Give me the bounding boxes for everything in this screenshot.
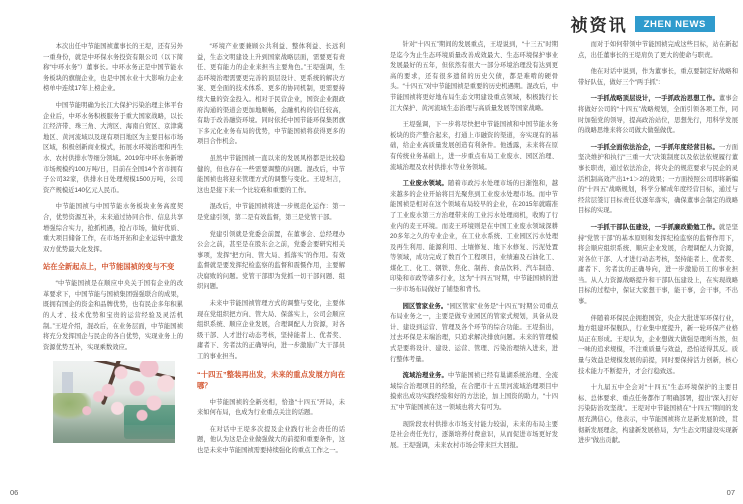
- paragraph-lead: 园区管家业务。: [402, 302, 448, 310]
- body-paragraph: 中节能国祯与中国节能水务板块业务高度契合，优势资源互补，未来通过协同合作、信息共享增强综合实力，抢抓机遇，抢占市场，做好优质、重大项目储备工作，在市场开拓和企业运转中激发双方优势最大化发挥。: [43, 203, 183, 253]
- body-paragraph: 流域治理业务。中节能国祯已经有巢湖系统治理、全流域综合治理项目的经验，在合肥市十五里河流域治理项目中摸索出成功实践经验和好的方法论，加上国资的助力，“十四五”中节能国祯在这一领域也将大有可为。: [390, 372, 558, 411]
- body-paragraph: 现阶段农村供排水市场支付能力较弱，未来的布局主要是社会责任先行，逐渐培养付费意识，从而促进市场更好发展。王堤强调，未来农村市场会带来巨大回报。: [390, 420, 558, 449]
- cherry-blossom-photo: [53, 361, 175, 443]
- left-page-column-2: [197, 42, 345, 492]
- page-number-right: 07: [726, 488, 735, 497]
- paragraph-lead: 流域治理业务。: [402, 372, 448, 380]
- body-paragraph: 虽然中节能国祯一直以来的发展风格都是比较稳健的，但也存在一些需要调整的问题。混改后，中节能国祯也将迎来管理方式的调整与变化。王堤坦言，这也是接下来一个比较难和重要的工作。: [197, 154, 345, 194]
- left-page-column-1: [43, 42, 183, 492]
- section-heading: “十四五”整装再出发，未来的重点发展方向在哪？: [197, 369, 345, 390]
- brand-title: 祯资讯: [570, 16, 628, 35]
- page-header: [571, 11, 715, 36]
- body-paragraph: 园区管家业务。“园区管家”业务是“十四五”时期公司重点布局业务之一，主要是做专业园区的管家式规划，具备从设计、建设到运营、管理及各个环节的综合功能。王堤指出，过去环保是末端治理，只追求解决排放问题。未来的管理模式是要将设计、建设、运营、管理、污染治理纳入进来，进行整体考量。: [390, 302, 558, 363]
- paragraph-lead: 一手抓干部队伍建设，一手抓廉政勤勉工作。: [590, 223, 719, 231]
- paragraph-lead: 一手抓全面依法治企，一手抓年度经营目标。: [590, 143, 719, 151]
- right-page-column-2: [578, 40, 738, 490]
- body-paragraph: 未来中节能国祯管理方式的调整与变化，主要体现在党组织把方向、管大局、保落实上，公司会顺应组织系统、顺应企业发展，合理调配人力资源，对各级干部、人才进行动态考核，坚持能者上、优者奖、庸者下、劣者汰的正确导向，进一步激励广大干部员工的事业担当。: [197, 300, 345, 361]
- body-paragraph: 伴随着环保民企拥抱国资，央企大批进军环保行业，地方组建环保舰队，行业集中度提升，新一轮环保产业格局正在形成。王堤认为，企业想做大做强是理所当然，但一味的追求规模，不注重质量与效益，恐怕适得其反。质量与效益是规模发展的前提，同时要保持活力创新，核心技术能力不断提升，才会行稳致远。: [578, 314, 738, 375]
- body-paragraph: 工业废水领域。随着市政污水处理市场的日渐饱和，越来越多的企业开始将目光聚焦到工业废水处理市场。而中节能国祯是相对在这个领域布局较早的企业，在2015年就瞄准了工业废水第三方治理带来的工业污水处理商机，收购了行业内的麦王环境。而麦王环境则是在中国工业废水领域深耕20多年之久的专业企业，在工业水系统、工业园区污水处理及再生利用、能源利用、土壤修复、地下水修复、污泥处置等领域，成功完成了数百个工程项目，业绩遍及石油化工、煤化工、化工、钢铁、焦化、制药、食品饮料、汽车制造、印染和市政等诸多行业，这为“十四五”时期，中节能国祯的进一步市场布局做好了铺垫和背书。: [390, 180, 558, 294]
- body-paragraph: 一手抓干部队伍建设，一手抓廉政勤勉工作。就是坚持“党管干部”的基本原则和发挥纪检监察的监督作用下，将会顺应组织系统、顺应企业发展，合理调配人力资源，对各位干部、人才进行动态考核，坚持能者上、优者奖、庸者下、劣者汰的正确导向，进一步激励员工的事业担当。从人力资源战略提升和干部队伍建设上，在实现战略目标的过程中，保证大家想干事，能干事，会干事，不出事。: [578, 223, 738, 306]
- body-paragraph: 而对于如何带领中节能国祯完成这些目标，站在新起点，出任董事长的王堤肩负了更大的使命与职责。: [578, 41, 738, 59]
- body-paragraph: 十九届五中全会对“十四五”生态环境保护的主要目标、总体要求、重点任务都作了明确部署，提出“深入打好污染防治攻坚战”。王堤对中节能国祯在“十四五”期间的发展充满信心，他表示，中节能国祯将立足新发展阶段，贯彻新发展理念，构建新发展格局，为“生态文明建设实现新进步”做出贡献。: [578, 384, 738, 445]
- body-paragraph: 在对话中王堤多次提及企业践行社会责任的话题，他认为这是企业做强做大的前提和重要条件，这也是未来中节能国祯需要持续强化的重点工作之一。: [197, 425, 345, 454]
- body-paragraph: 针对“十四五”期间的发展重点，王堤说到，“十三五”时期是迄今为止生态环境质量改善成效最大、生态环境保护事业发展最好的五年，但依然有很大一部分环境治理没有达到更高的要求，还有很多遗留的历史欠债，都是难啃的硬骨头。“十四五”对中节能国祯是重要的历史机遇期。混改后，中节能国祯将更好地布局生态文明建设重点领域，积极践行长江大保护、黄河流域生态治理与高质量发展等国家战略。: [390, 41, 558, 112]
- body-paragraph: 中国节能明确为长江大保护污染治理主体平台企业后，中环水务积极服务于重大国家战略，以长江经济带、珠三角、大湾区、海南自贸区、京津冀地区、黄河流域以及现有项目地区为主要目标市场区域，积极创新商业模式，拓展水环境治理和再生水、农村供排水等细分领域。2019年中环水务新增市场规模约100万吨/日，目前在全国14个省市拥有子公司32家，供排水日处理规模1500万吨，公司资产规模近140亿元人民币。: [43, 101, 183, 194]
- section-heading: 站在全新起点上，中节能国祯的变与不变: [43, 262, 175, 272]
- body-paragraph: 本次出任中节能国祯董事长的王堤，还有另外一重身份，就是中环保水务投资有限公司（以下简称“中环水务”）董事长。中环水务正是中国节能水务板块的旗舰企业，也是中国水业十大影响力企业榜单中连续17年上榜企业。: [43, 43, 183, 93]
- paragraph-lead: 工业废水领域。: [402, 180, 448, 188]
- body-paragraph: 他在对话中说到，作为董事长，重点要制定好战略和带好队伍，做好三个“两手抓”：: [578, 68, 738, 86]
- body-paragraph: 王堤强调，下一步将尽快把中节能国祯和中国节能水务板块的资产整合起来，打通上市融资的渠道，夯实现有的基础，给企业高质量发展创造有利条件。他透露，未来将在原有传统业务基础上，进一步重点布局工业废水、园区治理、流域治理及农村供排水等业务领域。: [390, 121, 558, 171]
- body-paragraph: 混改后，中节能国祯将进一步规范化运作：第一是党建引领，第二是有效监督，第三是党管干部。: [197, 203, 345, 221]
- body-paragraph: 党建引领就是党委会前置，在董事会、总经理办公会之前，甚至是在股东会之前，党委会要研究相关事项，发挥“把方向、管大局、抓落实”的作用。有效监督就是要发挥纪检监察的监督和震慑作用，主要解决腐败的问题。党管干部即为党抓一切干部问题、组织问题。: [197, 230, 345, 291]
- page-number-left: 06: [10, 488, 19, 497]
- body-paragraph: “中节能国祯是在顺应中央关于国有企业的改革要求下，中国节能与国祯集团强强联合的成果，既拥有国企的资金和品牌优势，也有民企多年积累的人才、技术优势和宝贵的运营经验及灵活机制。”王堤介绍，混改后，在业务层面，中节能国祯将充分发挥国企与民企的各自优势，实现业务上的资源优势互补，实现乘数效应。: [43, 280, 183, 351]
- body-paragraph: 中节能国祯的全新亮相，恰逢“十四五”开局，未来如何布局，也成为行业重点关注的话题。: [197, 398, 345, 417]
- body-paragraph: “环境产业要兼顾公共利益、整体利益、长远利益，生态文明建设上升到国家战略层面，需要更有责任、更有能力的企业来担当主要角色。”王堤强调，生态环境治理需要更完善的顶层设计、更系统的解决方案、更全面的技术体系、更多的协同机制，更需要持续大量的资金投入。相对于民营企业，国资企业跟政府沟通的渠道会更加地顺畅，金融机构的信任较高，有助于改善融资环境。同时依托中国节能环保集团旗下多元化业务布局的优势，中节能国祯将获得更多的项目合作机会。: [197, 43, 345, 146]
- body-paragraph: 一手抓全面依法治企，一手抓年度经营目标。一方面坚决维护和执行“三重一大”决策制度以及依法依规履行董事长职责，通过依法治企，将央企的规范要求与民企的灵活机制高效产出1+1＞2的效果；一方面按照公司即将新编的“十四五”战略规划，科学分解成年度经营目标，通过与经营层签订目标责任状逐年落实，确保董事会制定的战略目标的实现。: [578, 143, 738, 215]
- right-page-column-1: [390, 40, 558, 490]
- body-paragraph: 一手抓战略顶层设计，一手抓政治思想工作。董事会将做好公司的“十四五”战略规划，全面引领各项工作，同时加强党的领导，提高政治站位，思想先行，用科学发展的战略思维来将公司做大做强做优。: [578, 95, 738, 135]
- paragraph-lead: 一手抓战略顶层设计，一手抓政治思想工作。: [590, 95, 719, 103]
- brand-tag-badge: ZHEN NEWS: [635, 16, 715, 32]
